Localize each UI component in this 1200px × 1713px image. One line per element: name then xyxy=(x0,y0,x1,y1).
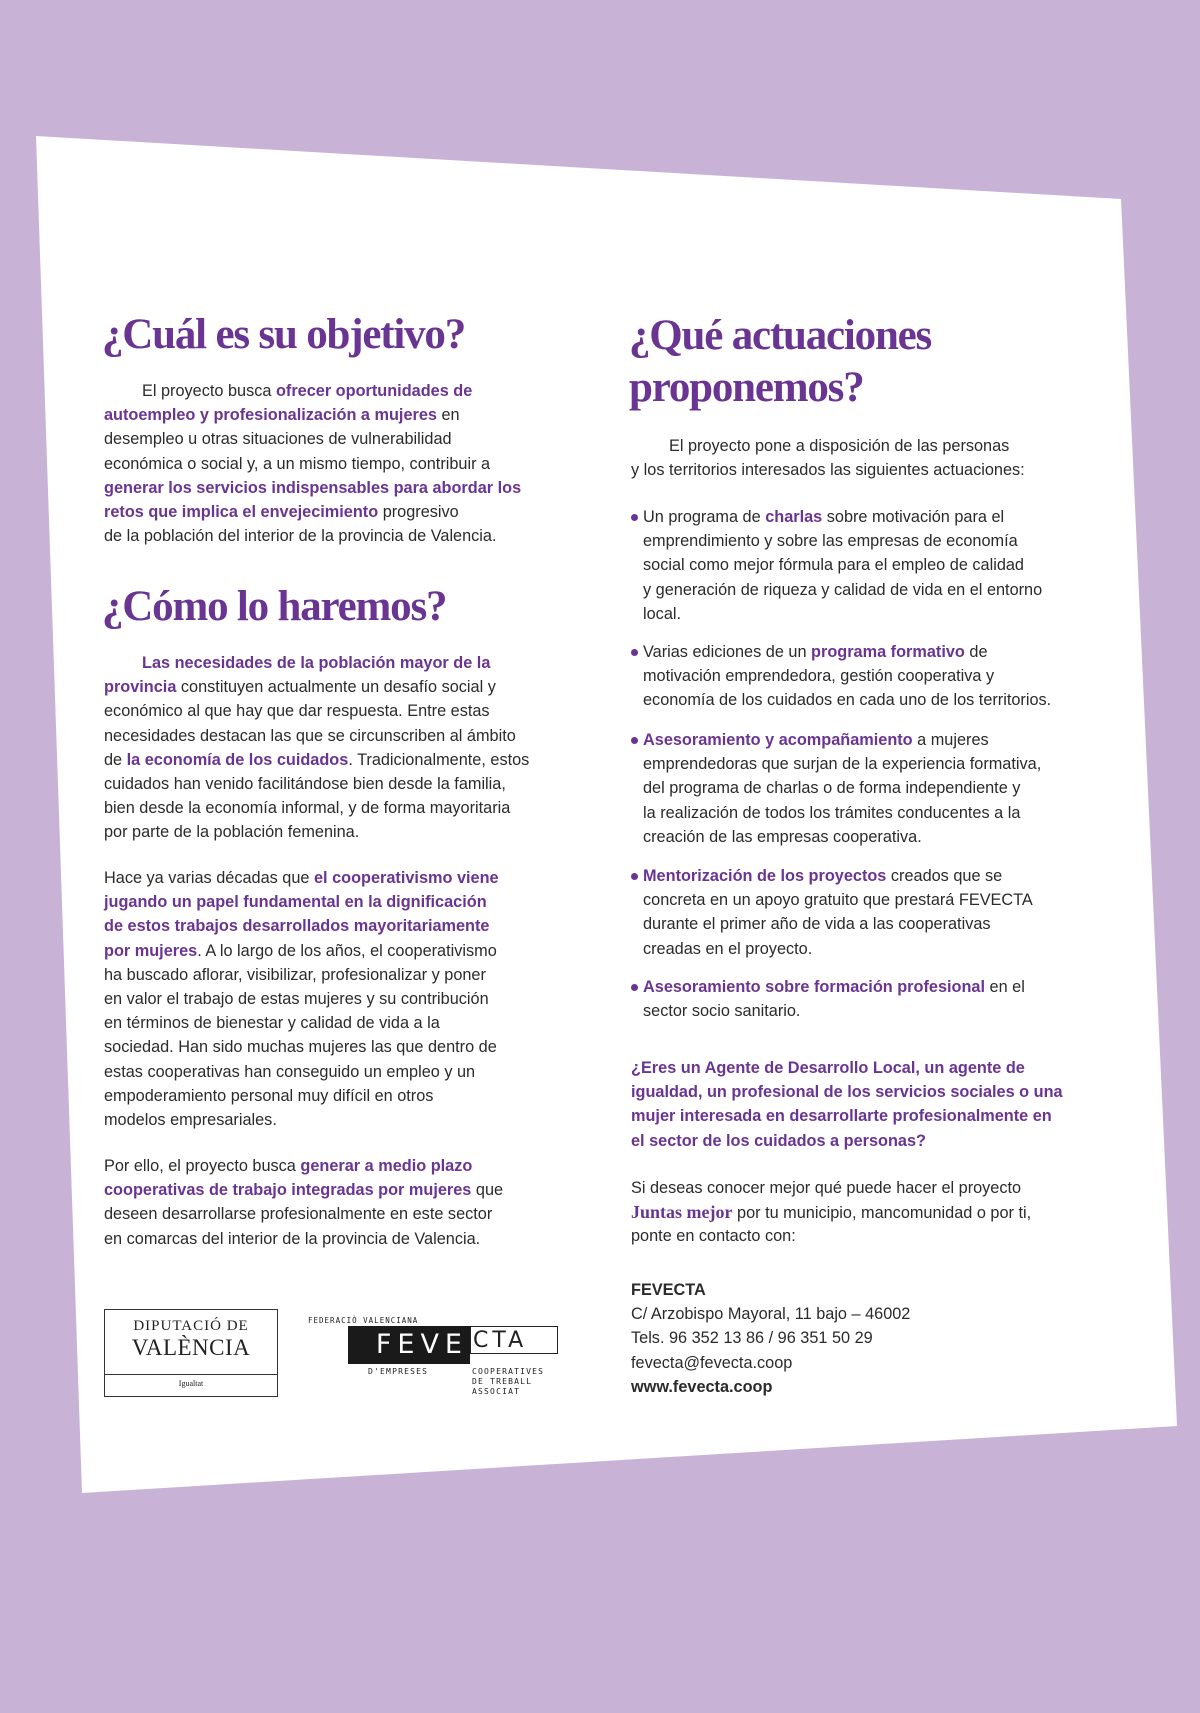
paragraph-objetivo-medio-plazo xyxy=(104,1154,503,1251)
logo-text: FEDERACIÓ VALENCIANA xyxy=(308,1316,419,1325)
text-line xyxy=(643,999,1025,1023)
highlighted-text: Juntas mejor xyxy=(631,1202,733,1223)
text-line xyxy=(104,1060,499,1084)
body-text: . Tradicionalmente, estos xyxy=(348,750,530,769)
text-line xyxy=(104,796,529,820)
logo-text: ASSOCIAT xyxy=(472,1387,521,1396)
contact-org: FEVECTA xyxy=(631,1281,706,1299)
text-line xyxy=(631,1129,1063,1153)
body-text: económico al que hay que dar respuesta. Entre estas xyxy=(104,702,490,721)
contact-website[interactable]: www.fevecta.coop xyxy=(631,1377,773,1396)
bullet-asesoramiento xyxy=(631,728,1041,849)
body-text: empoderamiento personal muy difícil en otros xyxy=(104,1086,434,1105)
highlighted-text: generar a medio plazo xyxy=(300,1157,473,1175)
text-line xyxy=(104,651,529,675)
highlighted-text: Asesoramiento sobre formación profesional xyxy=(643,978,985,996)
body-text: la realización de todos los trámites conducentes a la xyxy=(643,803,1021,822)
body-text: . A lo largo de los años, el cooperativismo xyxy=(197,941,497,960)
body-text: que xyxy=(471,1181,504,1200)
question-callout xyxy=(631,1056,1063,1153)
body-text: necesidades destacan las que se circunscriben al ámbito xyxy=(104,726,516,745)
bullet-programa-formativo xyxy=(631,640,1051,713)
text-line xyxy=(104,452,521,476)
body-text: Un programa de xyxy=(643,508,766,526)
text-line xyxy=(104,524,521,548)
text-line xyxy=(104,1178,503,1202)
heading-line: ¿Qué actuaciones xyxy=(629,312,932,359)
paragraph-objetivo xyxy=(104,379,521,548)
body-text: emprendimiento y sobre las empresas de economía xyxy=(643,532,1018,551)
bullet-formacion xyxy=(631,975,1025,1023)
highlighted-text: retos que implica el envejecimiento xyxy=(104,502,379,521)
text-line xyxy=(643,801,1041,825)
highlighted-text: ¿Eres un Agente de Desarrollo Local, un agente de xyxy=(631,1059,1025,1077)
text-line xyxy=(104,1154,503,1178)
bullet-icon xyxy=(631,984,638,991)
body-text: y los territorios interesados las siguientes actuaciones: xyxy=(631,461,1025,480)
highlighted-text: la economía de los cuidados xyxy=(126,750,349,769)
text-line xyxy=(104,939,499,963)
body-text: sector socio sanitario. xyxy=(643,1002,801,1021)
body-text: El proyecto pone a disposición de las personas xyxy=(669,437,1010,455)
body-text: creación de las empresas cooperativa. xyxy=(643,827,922,846)
bullet-mentorizacion xyxy=(631,864,1033,961)
text-line xyxy=(643,688,1051,712)
text-line xyxy=(104,1011,499,1035)
text-line xyxy=(643,578,1042,602)
text-line xyxy=(631,1080,1063,1104)
text-line xyxy=(104,1035,499,1059)
body-text: de la población del interior de la provincia de Valencia. xyxy=(104,527,497,546)
logo-text: CTA xyxy=(470,1326,558,1354)
highlighted-text: de estos trabajos desarrollados mayoritariamente xyxy=(104,917,490,936)
body-text: social como mejor fórmula para el empleo de calidad xyxy=(643,556,1024,575)
highlighted-text: autoempleo y profesionalización a mujeres xyxy=(104,406,437,425)
text-line xyxy=(631,1224,1031,1248)
text-line xyxy=(104,379,521,403)
text-line xyxy=(643,640,1051,664)
body-text: económica o social y, a un mismo tiempo, contribuir a xyxy=(104,454,491,473)
body-text: ponte en contacto con: xyxy=(631,1227,796,1246)
body-text: concreta en un apoyo gratuito que prestará FEVECTA xyxy=(643,891,1033,910)
heading-objetivo: ¿Cuál es su objetivo? xyxy=(102,311,466,358)
body-text: de xyxy=(104,750,127,769)
text-line xyxy=(631,1104,1063,1128)
highlighted-text: provincia xyxy=(104,678,177,697)
text-line xyxy=(643,752,1041,776)
body-text: motivación emprendedora, gestión cooperativa y xyxy=(643,667,995,686)
body-text: sociedad. Han sido muchas mujeres las que dentro de xyxy=(104,1038,497,1057)
logo-text: D'EMPRESES xyxy=(368,1367,429,1376)
text-line xyxy=(104,1227,503,1251)
highlighted-text: generar los servicios indispensables para abordar los xyxy=(104,478,522,497)
text-line xyxy=(631,458,1025,482)
bullet-icon xyxy=(631,514,638,521)
highlighted-text: por mujeres xyxy=(104,941,198,960)
contact-intro xyxy=(631,1176,1031,1249)
text-line xyxy=(631,1176,1031,1200)
text-line xyxy=(104,914,499,938)
text-line xyxy=(643,505,1042,529)
contact-email[interactable]: fevecta@fevecta.coop xyxy=(631,1353,793,1372)
body-text: desempleo u otras situaciones de vulnerabilidad xyxy=(104,430,452,449)
highlighted-text: charlas xyxy=(765,508,823,526)
text-line xyxy=(643,776,1041,800)
body-text: economía de los cuidados en cada uno de los territorios. xyxy=(643,691,1052,710)
text-line xyxy=(104,476,521,500)
text-line xyxy=(104,987,499,1011)
logo-divider xyxy=(105,1374,277,1375)
text-line xyxy=(104,866,499,890)
text-line xyxy=(631,1200,1031,1224)
body-text: creados que se xyxy=(886,867,1003,885)
highlighted-text: ofrecer oportunidades de xyxy=(275,382,473,400)
contact-block xyxy=(631,1278,910,1399)
text-line xyxy=(104,772,529,796)
text-line xyxy=(104,403,521,427)
text-line xyxy=(104,500,521,524)
body-text: constituyen actualmente un desafío social y xyxy=(176,678,496,697)
body-text: El proyecto busca xyxy=(142,382,276,400)
body-text: estas cooperativas han conseguido un empleo y un xyxy=(104,1062,476,1081)
heading-line: proponemos? xyxy=(629,364,864,411)
text-line xyxy=(643,912,1033,936)
text-line xyxy=(643,664,1051,688)
body-text: en xyxy=(436,406,460,425)
body-text: emprendedoras que surjan de la experiencia formativa, xyxy=(643,755,1042,774)
text-line xyxy=(104,963,499,987)
highlighted-text: programa formativo xyxy=(811,643,965,661)
text-line xyxy=(643,529,1042,553)
text-line xyxy=(643,975,1025,999)
logo-text: COOPERATIVES xyxy=(472,1367,545,1376)
body-text: y generación de riqueza y calidad de vida en el entorno xyxy=(643,580,1043,599)
body-text: en comarcas del interior de la provincia de Valencia. xyxy=(104,1229,481,1248)
body-text: ha buscado aflorar, visibilizar, profesionalizar y poner xyxy=(104,965,486,984)
text-line xyxy=(104,724,529,748)
highlighted-text: cooperativas de trabajo integradas por mujeres xyxy=(104,1181,472,1200)
body-text: por tu municipio, mancomunidad o por ti, xyxy=(732,1204,1032,1223)
body-text: a mujeres xyxy=(912,731,989,749)
text-line xyxy=(631,1056,1063,1080)
body-text: en valor el trabajo de estas mujeres y su contribución xyxy=(104,989,489,1008)
body-text: bien desde la economía informal, y de forma mayoritaria xyxy=(104,799,511,818)
body-text: Si deseas conocer mejor qué puede hacer el proyecto xyxy=(631,1179,1022,1197)
paragraph-necesidades xyxy=(104,651,529,845)
heading-actuaciones xyxy=(629,310,931,414)
body-text: del programa de charlas o de forma independiente y xyxy=(643,779,1021,798)
text-line xyxy=(104,699,529,723)
highlighted-text: Mentorización de los proyectos xyxy=(643,867,887,885)
text-line xyxy=(643,602,1042,626)
highlighted-text: jugando un papel fundamental en la dignificación xyxy=(104,893,487,912)
paragraph-intro xyxy=(631,434,1025,482)
body-text: de xyxy=(964,643,988,661)
text-line xyxy=(104,427,521,451)
text-line xyxy=(104,1202,503,1226)
text-line xyxy=(643,728,1041,752)
body-text: durante el primer año de vida a las cooperativas xyxy=(643,915,991,934)
text-line xyxy=(104,1084,499,1108)
body-text: creadas en el proyecto. xyxy=(643,939,813,958)
highlighted-text: el cooperativismo viene xyxy=(313,869,499,887)
body-text: Varias ediciones de un xyxy=(643,643,812,661)
highlighted-text: mujer interesada en desarrollarte profesionalmente en xyxy=(631,1107,1052,1126)
body-text: cuidados han venido facilitándose bien desde la familia, xyxy=(104,774,506,793)
text-line xyxy=(631,434,1025,458)
bullet-icon xyxy=(631,649,638,656)
logo-text: DE TREBALL xyxy=(472,1377,533,1386)
heading-como: ¿Cómo lo haremos? xyxy=(102,583,447,630)
fevecta-logo xyxy=(308,1316,578,1406)
bullet-icon xyxy=(631,737,638,744)
bullet-charlas xyxy=(631,505,1042,626)
text-line xyxy=(643,553,1042,577)
text-line xyxy=(104,748,529,772)
highlighted-text: el sector de los cuidados a personas? xyxy=(631,1131,926,1150)
text-line xyxy=(104,1108,499,1132)
text-line xyxy=(643,864,1033,888)
highlighted-text: Asesoramiento y acompañamiento xyxy=(643,731,913,749)
highlighted-text: Las necesidades de la población mayor de la xyxy=(142,654,491,672)
contact-address: C/ Arzobispo Mayoral, 11 bajo – 46002 xyxy=(631,1305,911,1324)
text-line xyxy=(104,820,529,844)
contact-phones: Tels. 96 352 13 86 / 96 351 50 29 xyxy=(631,1329,873,1348)
text-line xyxy=(104,675,529,699)
body-text: por parte de la población femenina. xyxy=(104,823,360,842)
bullet-icon xyxy=(631,873,638,880)
highlighted-text: igualdad, un profesional de los servicios sociales o una xyxy=(631,1083,1063,1102)
body-text: deseen desarrollarse profesionalmente en este sector xyxy=(104,1205,493,1224)
logo-text: DIPUTACIÓ DE xyxy=(133,1318,249,1334)
text-line xyxy=(643,888,1033,912)
body-text: Hace ya varias décadas que xyxy=(104,869,314,887)
logo-text: FEVE xyxy=(348,1326,470,1364)
body-text: local. xyxy=(643,604,682,623)
body-text: modelos empresariales. xyxy=(104,1110,277,1129)
text-line xyxy=(104,890,499,914)
logo-subtext: Igualtat xyxy=(178,1379,204,1388)
text-line xyxy=(643,825,1041,849)
body-text: sobre motivación para el xyxy=(822,508,1005,526)
body-text: en términos de bienestar y calidad de vida a la xyxy=(104,1014,440,1033)
body-text: Por ello, el proyecto busca xyxy=(104,1157,301,1175)
text-line xyxy=(643,937,1033,961)
body-text: en el xyxy=(985,978,1025,996)
logo-text: VALÈNCIA xyxy=(131,1335,251,1360)
body-text: progresivo xyxy=(378,502,459,521)
paragraph-cooperativismo xyxy=(104,866,499,1132)
diputacio-valencia-logo xyxy=(104,1309,278,1397)
